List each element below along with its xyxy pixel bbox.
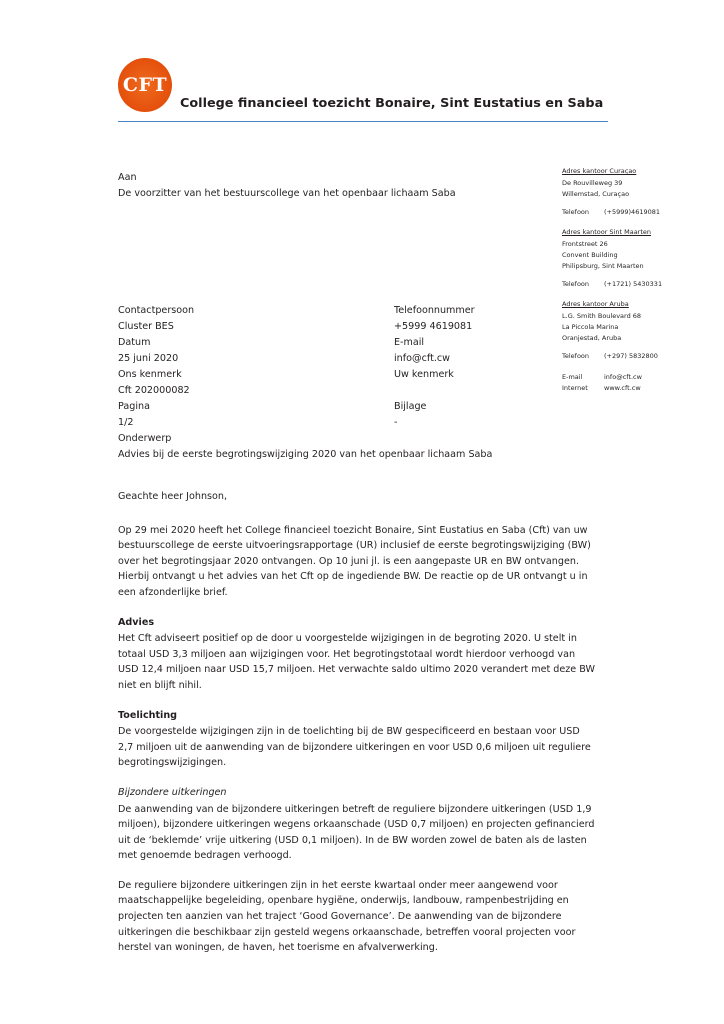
bijzondere-paragraph-1: De aanwending van de bijzondere uitkeringen betreft de reguliere bijzondere uitkeringen (USD 1,9 miljoen), bijzondere uitkeringen wegens orkaanschade (USD 0,7 miljoen) en projecten gefinancierd uit de ‘beklemde’ vrije uitkering (USD 0,1 miljoen). In de BW worden zowel de baten als de lasten met genoemde bedragen verhoogd. bbox=[118, 803, 595, 862]
address-line: La Piccola Marina bbox=[562, 323, 619, 331]
meta-field-label: Pagina bbox=[118, 401, 150, 412]
recipient-block bbox=[118, 170, 548, 202]
meta-field-label: Uw kenmerk bbox=[394, 369, 454, 380]
general-contact-block bbox=[562, 372, 712, 394]
meta-row bbox=[118, 351, 548, 367]
cft-logo-icon bbox=[118, 58, 172, 112]
meta-field-value: - bbox=[394, 417, 398, 428]
meta-row bbox=[118, 399, 548, 415]
address-contact-label: Telefoon bbox=[562, 280, 590, 288]
address-line: Philipsburg, Sint Maarten bbox=[562, 262, 644, 270]
address-line: Oranjestad, Aruba bbox=[562, 334, 622, 342]
contact-email-value[interactable]: info@cft.cw bbox=[604, 373, 642, 381]
meta-field-value: 25 juni 2020 bbox=[118, 353, 179, 364]
meta-row bbox=[118, 383, 548, 399]
logo-text: CFT bbox=[122, 73, 168, 96]
contact-email-label: E-mail bbox=[562, 373, 583, 381]
meta-row bbox=[118, 367, 548, 383]
contact-website-label: Internet bbox=[562, 384, 588, 392]
recipient-line-1: Aan bbox=[118, 172, 137, 183]
recipient-line-2: De voorzitter van het bestuurscollege van het openbaar lichaam Saba bbox=[118, 188, 456, 199]
intro-paragraph: Op 29 mei 2020 heeft het College financieel toezicht Bonaire, Sint Eustatius en Saba (Cft) van uw bestuurscollege de eerste uitvoeringsrapportage (UR) inclusief de eerste begrotingswijziging (BW) over het begrotingsjaar 2020 ontvangen. Op 10 juni jl. is een aangepaste UR en BW ontvangen. Hierbij ontvangt u het advies van het Cft op de ingediende BW. De reactie op de UR ontvangt u in een afzonderlijke brief. bbox=[118, 524, 591, 598]
meta-row bbox=[118, 335, 548, 351]
meta-row bbox=[118, 319, 548, 335]
address-line: Frontstreet 26 bbox=[562, 240, 608, 248]
address-contact-value: (+5999)4619081 bbox=[604, 208, 661, 216]
meta-row bbox=[118, 431, 548, 447]
address-contact-value: (+1721) 5430331 bbox=[604, 280, 663, 288]
contact-website-value[interactable]: www.cft.cw bbox=[604, 384, 641, 392]
address-block-aruba bbox=[562, 299, 712, 362]
meta-field-label: Bijlage bbox=[394, 401, 427, 412]
header-divider bbox=[118, 121, 608, 122]
address-block-sint-maarten bbox=[562, 227, 712, 290]
meta-field-label bbox=[394, 431, 548, 447]
address-line: De Rouvilleweg 39 bbox=[562, 179, 623, 187]
advies-paragraph: Het Cft adviseert positief op de door u voorgestelde wijzigingen in de begroting 2020. U stelt in totaal USD 3,3 miljoen aan wijzigingen voor. Het begrotingstotaal wordt hierdoor verhoogd van USD 12,4 miljoen naar USD 15,7 miljoen. Het verwachte saldo ultimo 2020 verandert met deze BW niet en blijft nihil. bbox=[118, 633, 595, 691]
address-contact-line bbox=[562, 207, 712, 218]
address-line: L.G. Smith Boulevard 68 bbox=[562, 312, 642, 320]
meta-field-value: Cluster BES bbox=[118, 321, 174, 332]
address-contact-line bbox=[562, 351, 712, 362]
letter-meta bbox=[118, 303, 548, 463]
meta-field-value: info@cft.cw bbox=[394, 353, 451, 364]
meta-field-label: Onderwerp bbox=[118, 433, 172, 444]
toelichting-paragraph: De voorgestelde wijzigingen zijn in de toelichting bij de BW gespecificeerd en bestaan voor USD 2,7 miljoen uit de aanwending van de bijzondere uitkeringen en voor USD 0,6 miljoen uit reguliere begrotingswijzigingen. bbox=[118, 726, 591, 769]
subsection-heading-bijzondere-uitkeringen: Bijzondere uitkeringen bbox=[118, 786, 227, 798]
address-contact-line bbox=[562, 279, 712, 290]
meta-field-label: E-mail bbox=[394, 337, 425, 348]
meta-field-value: Cft 202000082 bbox=[118, 385, 190, 396]
letterhead bbox=[118, 58, 608, 120]
address-line: Convent Building bbox=[562, 251, 618, 259]
address-heading: Adres kantoor Aruba bbox=[562, 300, 629, 308]
address-block-curacao bbox=[562, 166, 712, 218]
letter-subject: Advies bij de eerste begrotingswijziging 2020 van het openbaar lichaam Saba bbox=[118, 449, 493, 460]
meta-row bbox=[118, 303, 548, 319]
meta-field-value: 1/2 bbox=[118, 417, 134, 428]
office-addresses bbox=[562, 166, 712, 394]
contact-website-line bbox=[562, 383, 712, 394]
salutation: Geachte heer Johnson, bbox=[118, 491, 228, 502]
contact-email-line bbox=[562, 372, 712, 383]
meta-row bbox=[118, 415, 548, 431]
address-contact-label: Telefoon bbox=[562, 352, 590, 360]
letter-body bbox=[118, 489, 596, 970]
meta-field-label: Telefoonnummer bbox=[394, 305, 475, 316]
bijzondere-paragraph-2: De reguliere bijzondere uitkeringen zijn in het eerste kwartaal onder meer aangewend voor maatschappelijke begeleiding, openbare hygiëne, onderwijs, landbouw, rampenbestrijding en projecten ten aanzien van het traject ‘Good Governance’. De aanwending van de bijzondere uitkeringen die beschikbaar zijn gesteld wegens orkaanschade, betreffen vooral projecten voor herstel van woningen, de haven, het toerisme en afvalverwerking. bbox=[118, 879, 576, 954]
address-contact-label: Telefoon bbox=[562, 208, 590, 216]
address-heading: Adres kantoor Curaçao bbox=[562, 167, 637, 175]
meta-field-label: Datum bbox=[118, 337, 151, 348]
meta-field-label: Contactpersoon bbox=[118, 305, 195, 316]
meta-field-value: +5999 4619081 bbox=[394, 321, 473, 332]
address-line: Willemstad, Curaçao bbox=[562, 190, 630, 198]
meta-field-value bbox=[394, 383, 548, 399]
section-heading-toelichting: Toelichting bbox=[118, 709, 178, 721]
address-contact-value: (+297) 5832800 bbox=[604, 352, 658, 360]
section-heading-advies: Advies bbox=[118, 616, 155, 628]
address-heading: Adres kantoor Sint Maarten bbox=[562, 228, 652, 236]
page-title: College financieel toezicht Bonaire, Sint Eustatius en Saba bbox=[180, 96, 604, 111]
meta-field-label: Ons kenmerk bbox=[118, 369, 182, 380]
